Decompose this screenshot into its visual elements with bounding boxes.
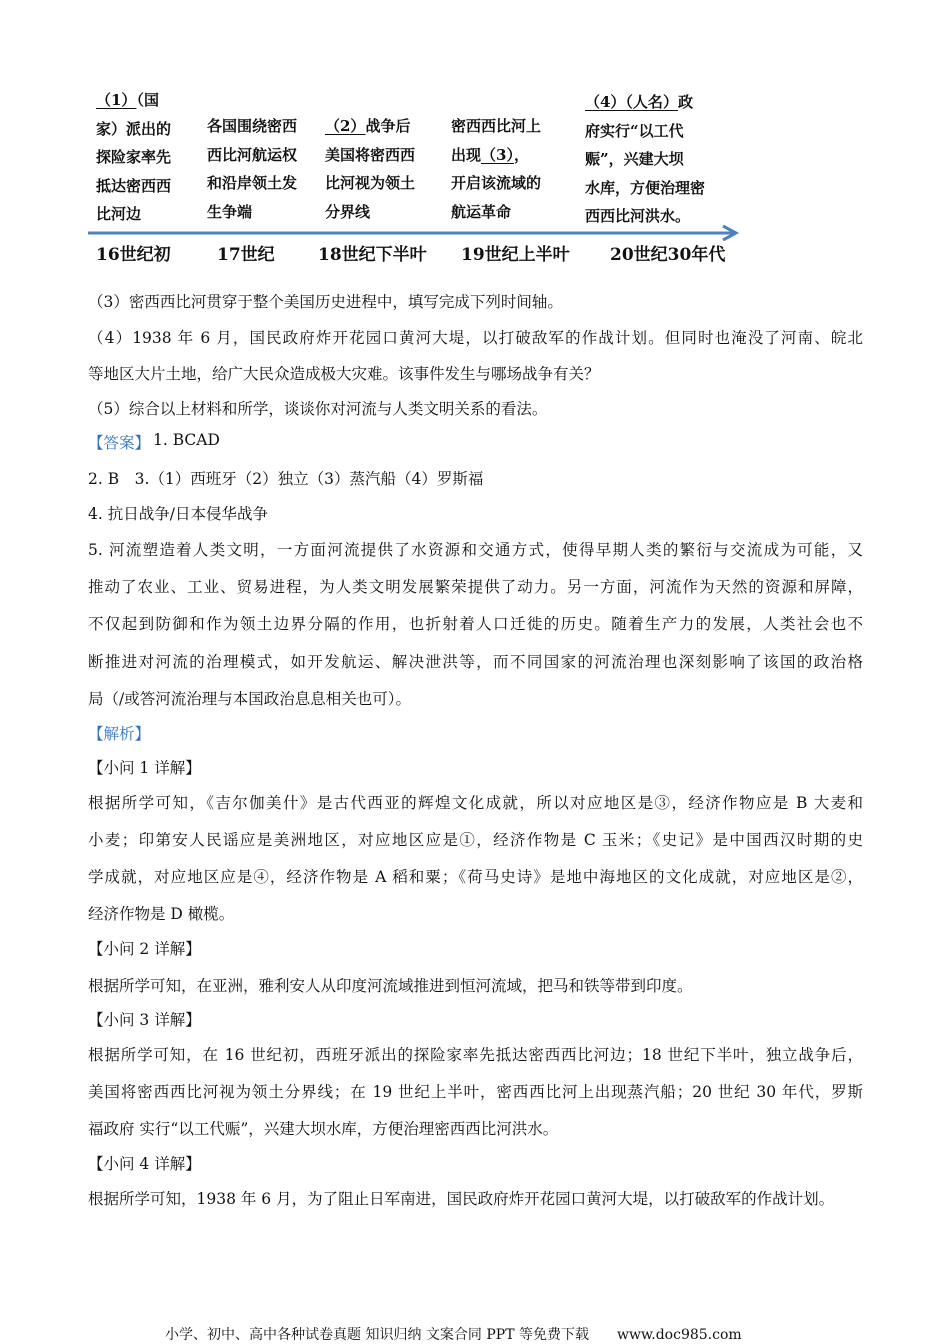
- text: 西比河航运权: [207, 145, 298, 164]
- timeline-label: 17世纪: [217, 245, 275, 265]
- section-heading: 【答案】: [88, 434, 151, 452]
- text: 战争后: [365, 117, 411, 135]
- text-line: 经济作物是 D 橄榄。: [88, 905, 235, 923]
- text: （国: [136, 91, 159, 109]
- footer: 小学、初中、高中各种试卷真题 知识归纳 文案合同 PPT 等免费下载 www.doc985.com: [165, 1327, 742, 1343]
- text-line: 根据所学可知，在 16 世纪初，西班牙派出的探险家率先抵达密西西比河边；18 世纪下半叶，独立战争后，: [88, 1046, 863, 1064]
- text-line: 福政府 实行“以工代赈”，兴建大坝水库，方便治理密西西比河洪水。: [88, 1120, 559, 1138]
- text: 分界线: [325, 202, 371, 221]
- text-line: 等地区大片土地，给广大民众造成极大灾难。该事件发生与哪场战争有关？: [88, 365, 600, 383]
- text: 家）派出的: [96, 119, 172, 138]
- text: 开启该流域的: [451, 174, 542, 192]
- text: 西西比河洪水。: [585, 207, 691, 225]
- blank-2: （2）: [325, 117, 366, 135]
- text: ，: [513, 145, 529, 164]
- timeline-event-5: [585, 88, 705, 231]
- section-heading: 【小问 4 详解】: [88, 1155, 201, 1173]
- text-line: （3）密西西比河贯穿于整个美国历史进程中，填写完成下列时间轴。: [88, 293, 563, 311]
- text: 密西西比河上: [451, 117, 542, 135]
- text: 比河视为领土: [325, 174, 416, 192]
- text-line: 推动了农业、工业、贸易进程，为人类文明发展繁荣提供了动力。另一方面，河流作为天然的资源和屏障，: [88, 578, 863, 596]
- text: 抵达密西西: [96, 176, 172, 195]
- text-line: 根据所学可知，《吉尔伽美什》是古代西亚的辉煌文化成就，所以对应地区是③，经济作物应是 B 大麦和: [88, 794, 863, 812]
- text: 美国将密西西: [325, 145, 416, 164]
- text-line: 1. BCAD: [153, 431, 220, 449]
- text: 政: [677, 93, 693, 111]
- blank-3: （3）: [481, 145, 514, 164]
- text-line: 根据所学可知，1938 年 6 月，为了阻止日军南进，国民政府炸开花园口黄河大堤，以打破敌军的作战计划。: [88, 1190, 835, 1208]
- text: 出现: [451, 145, 482, 164]
- timeline-label: 19世纪上半叶: [461, 245, 570, 265]
- timeline-event-4: [451, 112, 541, 226]
- timeline-label: 20世纪30年代: [610, 245, 726, 265]
- text-line: 2. B 3.（1）西班牙（2）独立（3）蒸汽船（4）罗斯福: [88, 470, 484, 488]
- text-line: 5. 河流塑造着人类文明，一方面河流提供了水资源和交通方式，使得早期人类的繁衍与交流成为可能，又: [88, 541, 863, 559]
- text: 赈”，兴建大坝: [585, 150, 684, 168]
- timeline-event-3: [325, 112, 415, 226]
- timeline-event-2: [207, 112, 297, 226]
- text-line: （4）1938 年 6 月，国民政府炸开花园口黄河大堤，以打破敌军的作战计划。但同时也淹没了河南、皖北: [88, 329, 863, 347]
- text: 和沿岸领土发: [207, 174, 298, 192]
- text: 各国围绕密西: [207, 117, 298, 135]
- text: 航运革命: [451, 202, 512, 221]
- text: 水库，方便治理密: [585, 178, 706, 197]
- blank-4: （4）（人名）: [585, 93, 678, 111]
- section-heading: 【小问 3 详解】: [88, 1011, 201, 1029]
- text-line: （5）综合以上材料和所学，谈谈你对河流与人类文明关系的看法。: [88, 400, 548, 418]
- text-line: 美国将密西西比河视为领土分界线；在 19 世纪上半叶，密西西比河上出现蒸汽船；20 世纪 30 年代，罗斯: [88, 1083, 863, 1101]
- section-heading: 【解析】: [88, 725, 151, 743]
- section-heading: 【小问 1 详解】: [88, 759, 201, 777]
- text-line: 根据所学可知，在亚洲，雅利安人从印度河流域推进到恒河流域，把马和铁等带到印度。: [88, 977, 693, 995]
- timeline-label: 16世纪初: [96, 245, 171, 265]
- timeline-label: 18世纪下半叶: [318, 245, 427, 265]
- text-line: 小麦；印第安人民谣应是美洲地区，对应地区应是①，经济作物是 C 玉米；《史记》是中国西汉时期的史: [88, 831, 863, 849]
- text-line: 断推进对河流的治理模式，如开发航运、解决泄洪等，而不同国家的河流治理也深刻影响了该国的政治格: [88, 653, 863, 671]
- text: 生争端: [207, 202, 253, 221]
- section-heading: 【小问 2 详解】: [88, 940, 201, 958]
- text-line: 局（/或答河流治理与本国政治息息相关也可）。: [88, 690, 411, 708]
- timeline-event-1: [96, 86, 171, 229]
- text: 比河边: [96, 205, 142, 223]
- text-line: 学成就，对应地区应是④，经济作物是 A 稻和粟；《荷马史诗》是地中海地区的文化成就，对应地区是②，: [88, 868, 863, 886]
- blank-1: （1）: [96, 91, 137, 109]
- text-line: 4. 抗日战争/日本侵华战争: [88, 505, 268, 523]
- text: 府实行“以工代: [585, 121, 684, 140]
- text-line: 不仅起到防御和作为领土边界分隔的作用，也折射着人口迁徙的历史。随着生产力的发展，人类社会也不: [88, 615, 863, 633]
- text: 探险家率先: [96, 148, 172, 166]
